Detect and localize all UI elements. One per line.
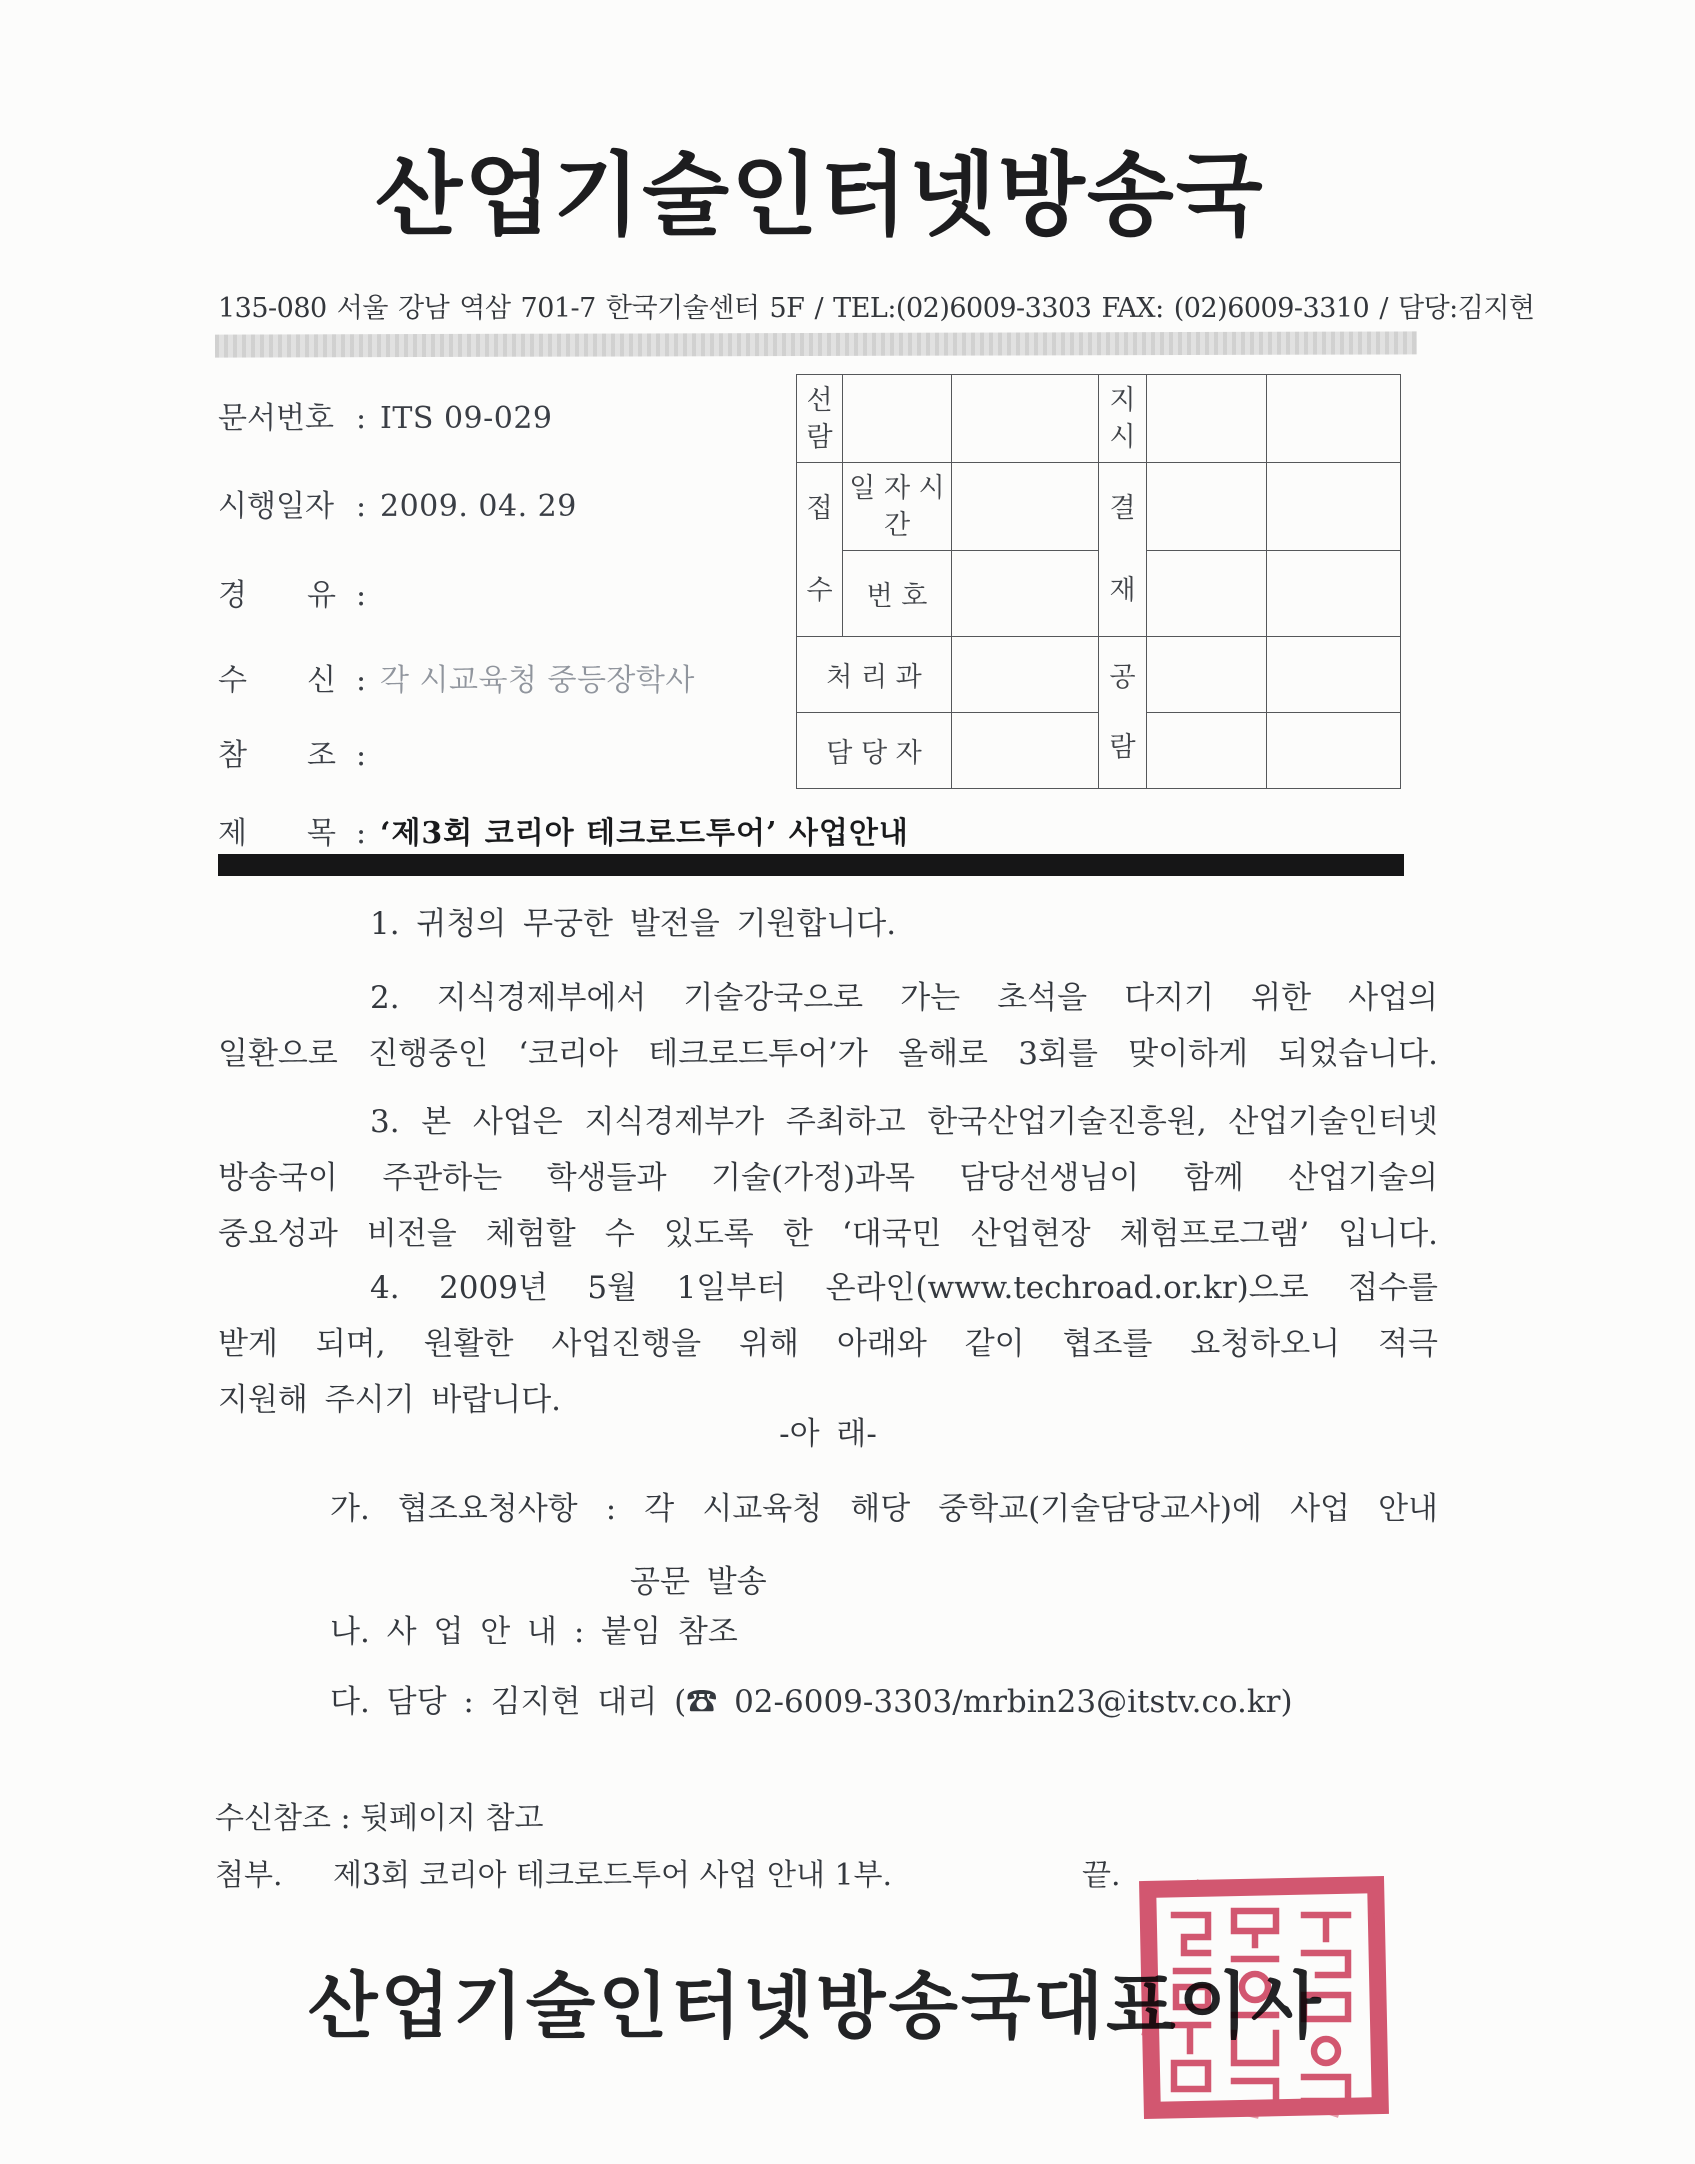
attachment-label: 첨부. <box>215 1858 283 1893</box>
cell-empty <box>1267 551 1401 637</box>
body-line: 3. 본 사업은 지식경제부가 주최하고 한국산업기술진흥원, 산업기술인터넷 <box>370 1104 1438 1140</box>
field-value: 2009. 04. 29 <box>380 489 577 524</box>
cell-empty <box>952 713 1099 789</box>
attachment-line: 제3회 코리아 테크로드투어 사업 안내 1부. <box>333 1858 893 1893</box>
list-item-ga: 가. 협조요청사항 : 각 시교육청 해당 중학교(기술담당교사)에 사업 안내 <box>330 1491 1438 1527</box>
cell-receipt: 접수 <box>797 463 843 637</box>
field-colon: : <box>355 401 367 436</box>
list-item-da: 다. 담당 : 김지현 대리 (☎ 02-6009-3303/mrbin23@itstv.co.kr) <box>330 1684 1293 1720</box>
organization-title: 산업기술인터넷방송국 <box>375 142 1265 248</box>
field-label: 시행일자 <box>218 489 334 524</box>
field-colon: : <box>355 816 367 851</box>
field-via <box>218 570 380 614</box>
field-colon: : <box>355 663 367 698</box>
end-mark: 끝. <box>1082 1858 1121 1893</box>
field-value: ITS 09-029 <box>380 401 553 436</box>
list-item-ga-cont: 공문 발송 <box>630 1564 767 1600</box>
field-colon: : <box>355 738 367 773</box>
field-doc-number <box>218 393 553 437</box>
cell-empty <box>952 551 1099 637</box>
field-issue-date <box>218 481 577 525</box>
routing-approval-table <box>796 374 1401 789</box>
body-line: 받게 되며, 원활한 사업진행을 위해 아래와 같이 협조를 요청하오니 적극 <box>218 1326 1438 1362</box>
field-value: 각 시교육청 중등장학사 <box>380 663 695 698</box>
field-reference <box>218 730 380 774</box>
cell-empty <box>1267 637 1401 713</box>
red-seal-stamp <box>1138 1875 1390 2122</box>
cell-empty <box>1147 637 1267 713</box>
field-label: 참 조 <box>218 738 336 773</box>
below-heading: -아 래- <box>779 1416 877 1452</box>
ceo-signature-line: 산업기술인터넷방송국대표이사 <box>308 1963 1324 2048</box>
field-label: 문서번호 <box>218 401 334 436</box>
body-line: 1. 귀청의 무궁한 발전을 기원합니다. <box>370 906 897 942</box>
field-label: 제 목 <box>218 816 336 851</box>
cell-empty <box>1147 375 1267 463</box>
cc-reference-line: 수신참조 : 뒷페이지 참고 <box>215 1801 544 1836</box>
cell-date-time: 일 자 시 간 <box>843 463 952 551</box>
cell-empty <box>1147 551 1267 637</box>
halftone-divider-bar <box>215 331 1417 357</box>
field-colon: : <box>355 578 367 613</box>
list-item-na: 나. 사 업 안 내 : 붙임 참조 <box>330 1614 738 1650</box>
cell-empty <box>1267 713 1401 789</box>
cell-approval: 결재 <box>1099 463 1147 637</box>
cell-empty <box>952 637 1099 713</box>
cell-empty <box>952 375 1099 463</box>
address-contact-line: 135-080 서울 강남 역삼 701-7 한국기술센터 5F / TEL:(02)6009-3303 FAX: (02)6009-3310 / 담당:김지현 <box>218 293 1535 324</box>
field-colon: : <box>355 489 367 524</box>
cell-person-in-charge: 담 당 자 <box>797 713 952 789</box>
cell-empty <box>843 375 952 463</box>
cell-handling-dept: 처 리 과 <box>797 637 952 713</box>
body-line: 중요성과 비전을 체험할 수 있도록 한 ‘대국민 산업현장 체험프로그램’ 입니다. <box>218 1216 1438 1252</box>
field-label: 경 유 <box>218 578 336 613</box>
field-recipient <box>218 655 695 699</box>
body-line: 2. 지식경제부에서 기술강국으로 가는 초석을 다지기 위한 사업의 <box>370 980 1438 1016</box>
cell-instruction: 지시 <box>1099 375 1147 463</box>
cell-empty <box>1267 375 1401 463</box>
body-line: 일환으로 진행중인 ‘코리아 테크로드투어’가 올해로 3회를 맞이하게 되었습니다. <box>218 1036 1438 1072</box>
cell-prior-review: 선람 <box>797 375 843 463</box>
field-label: 수 신 <box>218 663 336 698</box>
field-value-subject: ‘제3회 코리아 테크로드투어’ 사업안내 <box>380 816 909 851</box>
cell-empty <box>1147 463 1267 551</box>
cell-empty <box>1267 463 1401 551</box>
subject-divider-bar <box>218 854 1404 876</box>
body-line: 지원해 주시기 바랍니다. <box>218 1382 562 1418</box>
cell-number: 번 호 <box>843 551 952 637</box>
body-line: 방송국이 주관하는 학생들과 기술(가정)과목 담당선생님이 함께 산업기술의 <box>218 1160 1438 1196</box>
body-line: 4. 2009년 5월 1일부터 온라인(www.techroad.or.kr)으로 접수를 <box>370 1270 1438 1306</box>
cell-circulation: 공람 <box>1099 637 1147 789</box>
cell-empty <box>1147 713 1267 789</box>
field-subject <box>218 808 909 852</box>
cell-empty <box>952 463 1099 551</box>
